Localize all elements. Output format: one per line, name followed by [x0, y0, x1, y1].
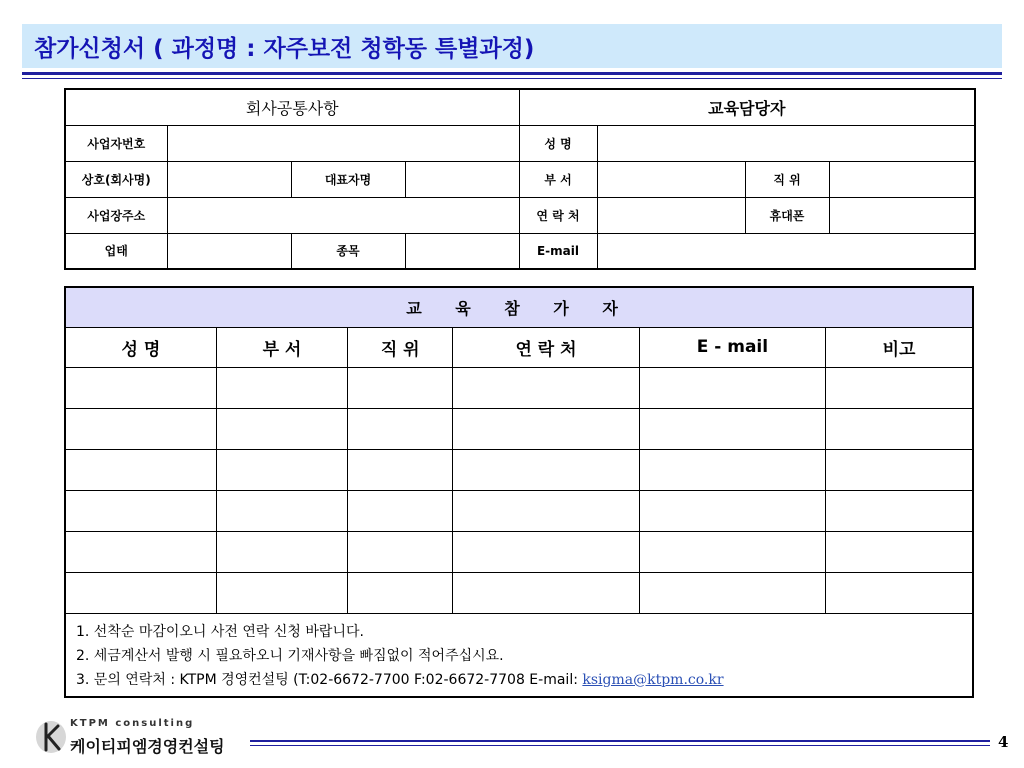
footer-rule-thin	[250, 745, 990, 746]
company-common-header: 회사공통사항	[65, 89, 519, 125]
note-line-3	[76, 668, 962, 692]
ceo-name-label: 대표자명	[291, 161, 405, 197]
participant-row	[65, 572, 973, 613]
column-header-email: E - mail	[639, 327, 825, 367]
column-header-remarks: 비고	[826, 327, 973, 367]
note-line-1: 1. 선착순 마감이오니 사전 연락 신청 바랍니다.	[76, 623, 364, 640]
participant-dept-cell[interactable]	[216, 449, 347, 490]
participant-contact-cell[interactable]	[453, 572, 639, 613]
manager-dept-field[interactable]	[597, 161, 745, 197]
manager-email-label: E-mail	[519, 233, 597, 269]
manager-email-field[interactable]	[597, 233, 975, 269]
participant-contact-cell[interactable]	[453, 490, 639, 531]
participant-dept-cell[interactable]	[216, 572, 347, 613]
title-bar	[22, 24, 1002, 68]
participant-row	[65, 367, 973, 408]
participants-section-title: 교 육 참 가 자	[65, 287, 973, 327]
participant-email-cell[interactable]	[639, 367, 825, 408]
manager-position-field[interactable]	[829, 161, 975, 197]
participant-dept-cell[interactable]	[216, 367, 347, 408]
participant-email-cell[interactable]	[639, 449, 825, 490]
ktpm-logo-icon	[34, 718, 68, 756]
participant-contact-cell[interactable]	[453, 449, 639, 490]
contact-email-link[interactable]: ksigma@ktpm.co.kr	[582, 671, 724, 688]
note-line-2: 2. 세금계산서 발행 시 필요하오니 기재사항을 빠짐없이 적어주십시요.	[76, 647, 504, 664]
page-title: 참가신청서 ( 과정명 : 자주보전 청학동 특별과정)	[34, 36, 535, 62]
participant-dept-cell[interactable]	[216, 490, 347, 531]
participant-name-cell[interactable]	[65, 531, 216, 572]
notes-cell	[65, 613, 973, 697]
ceo-name-field[interactable]	[405, 161, 519, 197]
manager-name-field[interactable]	[597, 125, 975, 161]
footer-rule-thick	[250, 740, 990, 742]
manager-mobile-label: 휴대폰	[745, 197, 829, 233]
company-name-label: 상호(회사명)	[65, 161, 167, 197]
logo-company-name: 케이티피엠경영컨설팅	[70, 737, 225, 756]
participant-row	[65, 408, 973, 449]
company-name-field[interactable]	[167, 161, 291, 197]
participant-remarks-cell[interactable]	[826, 408, 973, 449]
participant-email-cell[interactable]	[639, 490, 825, 531]
participants-table	[64, 286, 974, 698]
company-info-table	[64, 88, 976, 270]
business-item-label: 종목	[291, 233, 405, 269]
participant-row	[65, 449, 973, 490]
column-header-contact: 연 락 처	[453, 327, 639, 367]
business-number-label: 사업자번호	[65, 125, 167, 161]
participant-dept-cell[interactable]	[216, 531, 347, 572]
manager-mobile-field[interactable]	[829, 197, 975, 233]
participant-dept-cell[interactable]	[216, 408, 347, 449]
manager-contact-label: 연 락 처	[519, 197, 597, 233]
business-number-field[interactable]	[167, 125, 519, 161]
participant-position-cell[interactable]	[348, 408, 453, 449]
participant-row	[65, 490, 973, 531]
participant-email-cell[interactable]	[639, 408, 825, 449]
note-line-3-text: 3. 문의 연락처 : KTPM 경영컨설팅 (T:02-6672-7700 F:02-6672-7708 E-mail:	[76, 671, 583, 688]
page-number: 4	[998, 733, 1009, 751]
business-type-label: 업태	[65, 233, 167, 269]
title-rule-thick	[22, 72, 1002, 75]
address-field[interactable]	[167, 197, 519, 233]
participant-email-cell[interactable]	[639, 531, 825, 572]
business-item-field[interactable]	[405, 233, 519, 269]
company-logo	[30, 716, 260, 760]
participant-name-cell[interactable]	[65, 490, 216, 531]
business-type-field[interactable]	[167, 233, 291, 269]
manager-name-label: 성 명	[519, 125, 597, 161]
participant-position-cell[interactable]	[348, 367, 453, 408]
address-label: 사업장주소	[65, 197, 167, 233]
participant-remarks-cell[interactable]	[826, 531, 973, 572]
participant-email-cell[interactable]	[639, 572, 825, 613]
participant-contact-cell[interactable]	[453, 367, 639, 408]
manager-position-label: 직 위	[745, 161, 829, 197]
participant-remarks-cell[interactable]	[826, 572, 973, 613]
participant-name-cell[interactable]	[65, 408, 216, 449]
manager-dept-label: 부 서	[519, 161, 597, 197]
participant-contact-cell[interactable]	[453, 531, 639, 572]
column-header-position: 직 위	[348, 327, 453, 367]
participant-remarks-cell[interactable]	[826, 367, 973, 408]
participant-name-cell[interactable]	[65, 449, 216, 490]
manager-header: 교육담당자	[519, 89, 975, 125]
participant-position-cell[interactable]	[348, 531, 453, 572]
logo-small-text: KTPM consulting	[70, 718, 195, 729]
column-header-dept: 부 서	[216, 327, 347, 367]
participant-name-cell[interactable]	[65, 572, 216, 613]
participant-row	[65, 531, 973, 572]
participant-remarks-cell[interactable]	[826, 449, 973, 490]
participant-position-cell[interactable]	[348, 490, 453, 531]
participant-position-cell[interactable]	[348, 572, 453, 613]
participant-position-cell[interactable]	[348, 449, 453, 490]
participant-name-cell[interactable]	[65, 367, 216, 408]
title-rule-thin	[22, 78, 1002, 79]
column-header-name: 성 명	[65, 327, 216, 367]
manager-contact-field[interactable]	[597, 197, 745, 233]
participant-contact-cell[interactable]	[453, 408, 639, 449]
participant-remarks-cell[interactable]	[826, 490, 973, 531]
